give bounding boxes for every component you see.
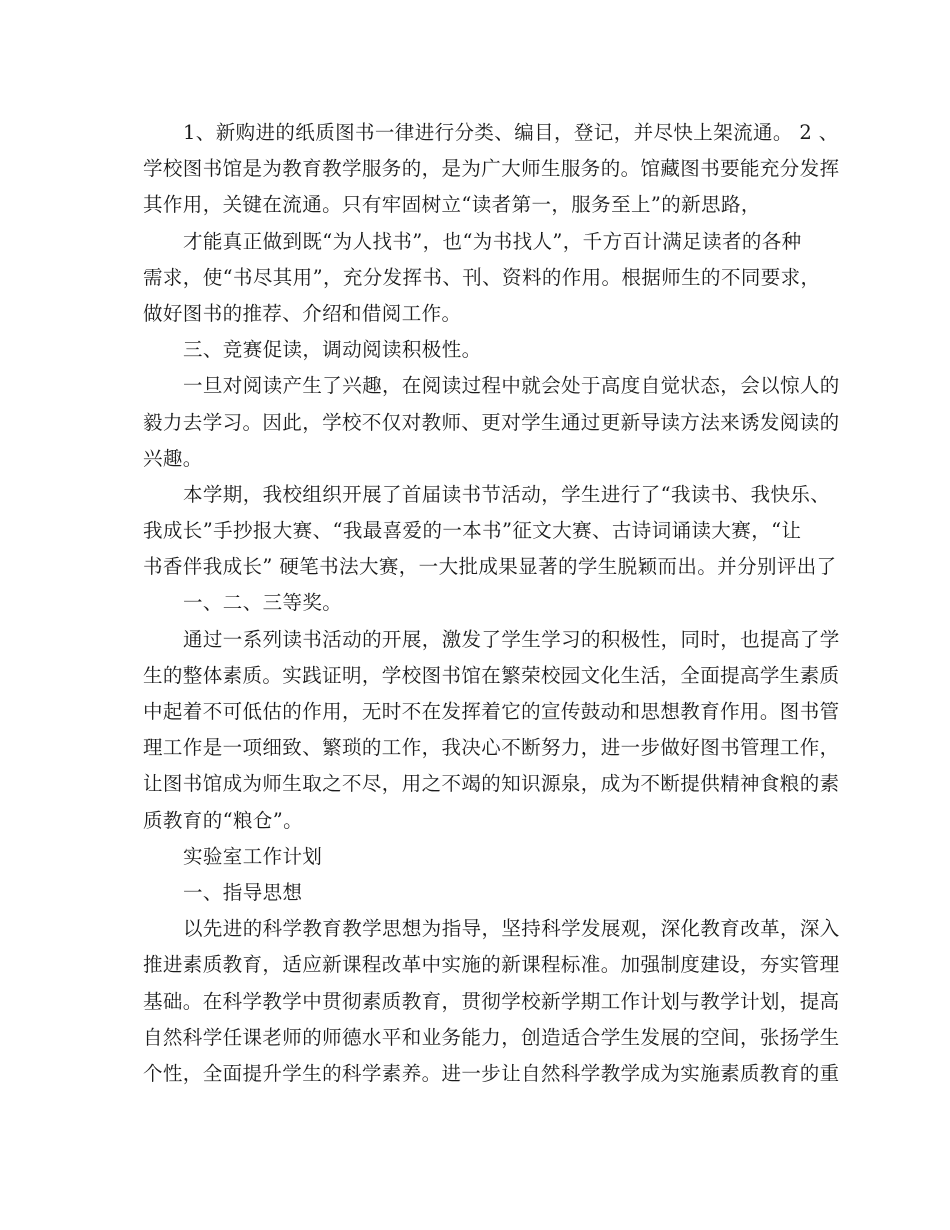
text-line: 1、新购进的纸质图书一律进行分类、编目，登记，并尽快上架流通。 2 、 bbox=[183, 121, 839, 144]
text-line: 一旦对阅读产生了兴趣，在阅读过程中就会处于高度自觉状态，会以惊人的 bbox=[183, 374, 840, 398]
text-line: 推进素质教育，适应新课程改革中实施的新课程标准。加强制度建设，夯实管理 bbox=[143, 953, 840, 977]
text-line: 书香伴我成长” 硬笔书法大赛，一大批成果显著的学生脱颖而出。并分别评出了 bbox=[143, 555, 837, 579]
text-line: 本学期，我校组织开展了首届读书节活动，学生进行了“我读书、我快乐、 bbox=[183, 482, 831, 506]
text-line: 生的整体素质。实践证明，学校图书馆在繁荣校园文化生活，全面提高学生素质 bbox=[143, 663, 840, 687]
document-body bbox=[143, 115, 840, 1092]
text-line: 个性，全面提升学生的科学素养。进一步让自然科学教学成为实施素质教育的重 bbox=[143, 1061, 840, 1085]
text-line: 实验室工作计划 bbox=[183, 844, 323, 868]
text-line: 通过一系列读书活动的开展，激发了学生学习的积极性，同时，也提高了学 bbox=[183, 627, 840, 651]
text-line: 以先进的科学教育教学思想为指导，坚持科学发展观，深化教育改革，深入 bbox=[183, 917, 840, 941]
text-line: 质教育的“粮仓”。 bbox=[143, 808, 304, 832]
text-line: 其作用，关键在流通。只有牢固树立“读者第一，服务至上”的新思路， bbox=[143, 193, 761, 217]
text-line: 让图书馆成为师生取之不尽，用之不竭的知识源泉，成为不断提供精神食粮的素 bbox=[143, 772, 840, 796]
text-line: 我成长”手抄报大赛、“我最喜爱的一本书”征文大赛、古诗词诵读大赛，“让 bbox=[143, 519, 802, 543]
text-line: 毅力去学习。因此，学校不仅对教师、更对学生通过更新导读方法来诱发阅读的 bbox=[143, 410, 840, 434]
text-line: 一、二、三等奖。 bbox=[183, 591, 343, 615]
text-line: 理工作是一项细致、繁琐的工作，我决心不断努力，进一步做好图书管理工作， bbox=[143, 736, 840, 760]
text-line: 需求，使“书尽其用”，充分发挥书、刊、资料的作用。根据师生的不同要求， bbox=[143, 265, 821, 289]
text-line: 自然科学任课老师的师德水平和业务能力，创造适合学生发展的空间，张扬学生 bbox=[143, 1025, 840, 1049]
text-line: 才能真正做到既“为人找书”，也“为书找人”，千方百计满足读者的各种 bbox=[183, 229, 802, 253]
text-line: 一、指导思想 bbox=[183, 880, 303, 904]
text-line: 做好图书的推荐、介绍和借阅工作。 bbox=[143, 301, 462, 325]
text-line: 兴趣。 bbox=[143, 446, 203, 470]
text-line: 学校图书馆是为教育教学服务的，是为广大师生服务的。馆藏图书要能充分发挥 bbox=[143, 157, 840, 181]
text-line: 中起着不可低估的作用，无时不在发挥着它的宣传鼓动和思想教育作用。图书管 bbox=[143, 700, 840, 723]
text-line: 基础。在科学教学中贯彻素质教育，贯彻学校新学期工作计划与教学计划，提高 bbox=[143, 989, 840, 1013]
text-line: 三、竞赛促读，调动阅读积极性。 bbox=[183, 338, 482, 362]
